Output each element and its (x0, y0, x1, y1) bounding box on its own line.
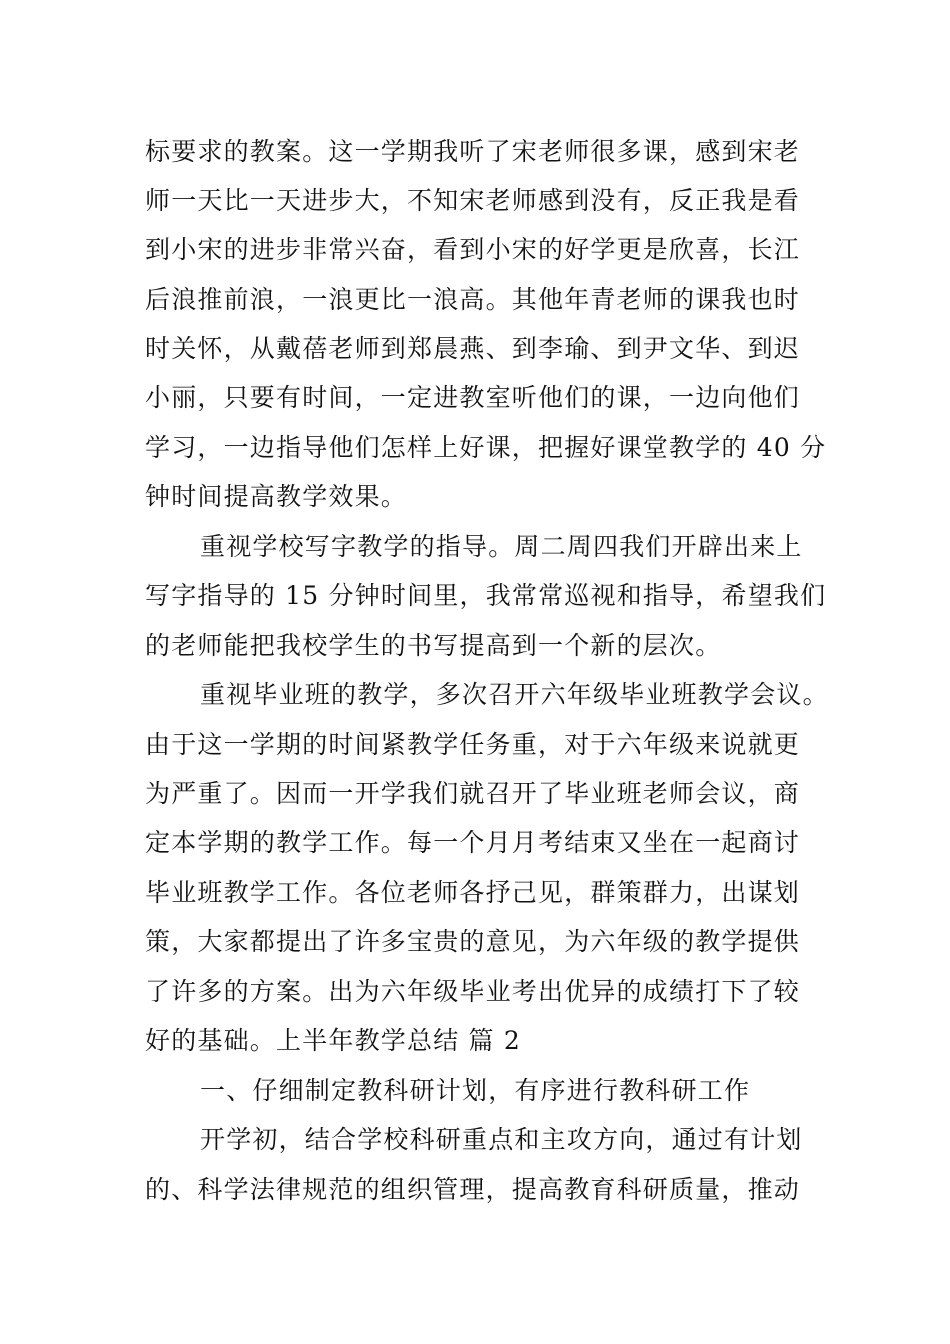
text-line: 好的基础。上半年教学总结 篇 2 (145, 1026, 522, 1055)
text-line: 开学初，结合学校科研重点和主攻方向，通过有计划 (200, 1125, 803, 1154)
text-line: 写字指导的 15 分钟时间里，我常常巡视和指导，希望我们 (145, 581, 827, 610)
text-line: 重视学校写字教学的指导。周二周四我们开辟出来上 (200, 532, 803, 561)
text-line: 钟时间提高教学效果。 (145, 482, 408, 511)
section-heading: 一、仔细制定教科研计划，有序进行教科研工作 (200, 1076, 751, 1105)
text-line: 标要求的教案。这一学期我听了宋老师很多课，感到宋老 (145, 137, 801, 166)
text-line: 师一天比一天进步大，不知宋老师感到没有，反正我是看 (145, 186, 801, 215)
text-line: 的、科学法律规范的组织管理，提高教育科研质量，推动 (145, 1175, 801, 1204)
text-line: 策，大家都提出了许多宝贵的意见，为六年级的教学提供 (145, 927, 801, 956)
text-line: 毕业班教学工作。各位老师各抒己见，群策群力，出谋划 (145, 878, 801, 907)
text-line: 时关怀，从戴蓓老师到郑晨燕、到李瑜、到尹文华、到迟 (145, 334, 801, 363)
text-line: 了许多的方案。出为六年级毕业考出优异的成绩打下了较 (145, 977, 801, 1006)
text-line: 重视毕业班的教学，多次召开六年级毕业班教学会议。 (200, 680, 829, 709)
text-line: 由于这一学期的时间紧教学任务重，对于六年级来说就更 (145, 730, 801, 759)
text-line: 定本学期的教学工作。每一个月月考结束又坐在一起商讨 (145, 828, 801, 857)
text-line: 学习，一边指导他们怎样上好课，把握好课堂教学的 40 分 (145, 433, 827, 462)
text-line: 后浪推前浪，一浪更比一浪高。其他年青老师的课我也时 (145, 285, 801, 314)
text-line: 到小宋的进步非常兴奋，看到小宋的好学更是欣喜，长江 (145, 235, 801, 264)
text-line: 的老师能把我校学生的书写提高到一个新的层次。 (145, 631, 722, 660)
text-line: 小丽，只要有时间，一定进教室听他们的课，一边向他们 (145, 383, 801, 412)
text-line: 为严重了。因而一开学我们就召开了毕业班老师会议，商 (145, 779, 801, 808)
